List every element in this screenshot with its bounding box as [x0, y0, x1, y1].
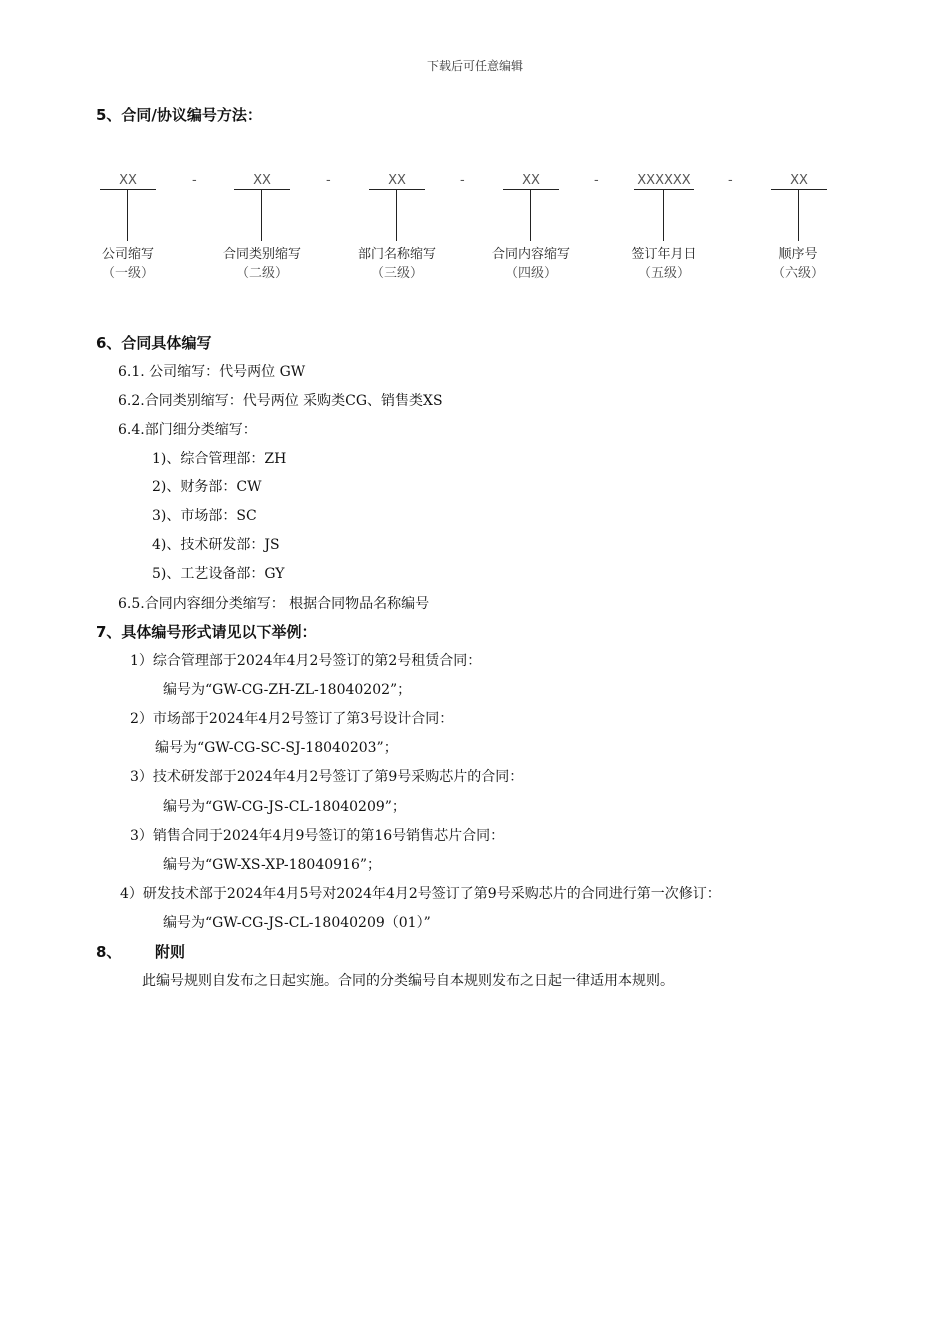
- segment-3-underline: [369, 189, 425, 190]
- section-6-line-3: 6.4.部门细分类缩写：: [118, 422, 257, 438]
- department-item-3: 3)、市场部：SC: [152, 508, 257, 524]
- example-3-number: 编号为“GW-CG-JS-CL-18040209”；: [163, 799, 406, 815]
- segment-2-code: XX: [253, 173, 271, 188]
- section-7-title: 7、具体编号形式请见以下举例：: [96, 623, 317, 641]
- section-8-number: 8、: [96, 943, 122, 961]
- section-8-title: 附则: [155, 943, 186, 961]
- segment-2-connector: [261, 189, 262, 241]
- example-2-number: 编号为“GW-CG-SC-SJ-18040203”；: [155, 740, 398, 756]
- example-4-number: 编号为“GW-XS-XP-18040916”；: [163, 857, 382, 873]
- example-3-description: 3）技术研发部于2024年4月2号签订了第9号采购芯片的合同：: [130, 769, 524, 785]
- segment-5-name: 签订年月日: [631, 247, 697, 262]
- section-6-title: 6、合同具体编写: [96, 334, 212, 352]
- segment-5-level: （五级）: [637, 266, 690, 281]
- header-note: 下载后可任意编辑: [426, 59, 523, 73]
- segment-1-name: 公司缩写: [101, 247, 154, 262]
- segment-3-name: 部门名称缩写: [357, 247, 436, 262]
- segment-6-connector: [798, 189, 799, 241]
- example-1-description: 1）综合管理部于2024年4月2号签订的第2号租赁合同：: [130, 653, 482, 669]
- example-5-description: 4）研发技术部于2024年4月5号对2024年4月2号签订了第9号采购芯片的合同进行第一次修订：: [120, 886, 721, 902]
- separator-5: -: [728, 173, 733, 188]
- segment-5-code: XXXXXX: [637, 173, 691, 188]
- segment-6-level: （六级）: [771, 266, 824, 281]
- department-item-1: 1)、综合管理部：ZH: [152, 451, 287, 467]
- example-4-description: 3）销售合同于2024年4月9号签订的第16号销售芯片合同：: [130, 828, 505, 844]
- segment-1-underline: [100, 189, 156, 190]
- section-6-line-4: 6.5.合同内容细分类缩写： 根据合同物品名称编号: [118, 596, 430, 612]
- segment-5-underline: [634, 189, 694, 190]
- section-6-line-1: 6.1. 公司缩写：代号两位 GW: [118, 364, 306, 380]
- segment-1-code: XX: [119, 173, 137, 188]
- segment-3-level: （三级）: [370, 266, 423, 281]
- segment-6-code: XX: [790, 173, 808, 188]
- segment-6-underline: [771, 189, 827, 190]
- segment-6-name: 顺序号: [778, 247, 818, 262]
- segment-1-connector: [127, 189, 128, 241]
- department-item-4: 4)、技术研发部：JS: [152, 537, 280, 553]
- example-5-number: 编号为“GW-CG-JS-CL-18040209（01）”: [163, 915, 431, 931]
- segment-4-code: XX: [522, 173, 540, 188]
- segment-4-underline: [503, 189, 559, 190]
- separator-4: -: [594, 173, 599, 188]
- separator-2: -: [326, 173, 331, 188]
- segment-2-name: 合同类别缩写: [222, 247, 301, 262]
- section-6-line-2: 6.2.合同类别缩写：代号两位 采购类CG、销售类XS: [118, 393, 443, 409]
- segment-2-level: （二级）: [235, 266, 288, 281]
- section-8-text: 此编号规则自发布之日起实施。合同的分类编号自本规则发布之日起一律适用本规则。: [142, 973, 674, 989]
- segment-2-underline: [234, 189, 290, 190]
- separator-1: -: [192, 173, 197, 188]
- segment-1-level: （一级）: [101, 266, 154, 281]
- segment-4-level: （四级）: [504, 266, 557, 281]
- example-2-description: 2）市场部于2024年4月2号签订了第3号设计合同：: [130, 711, 454, 727]
- example-1-number: 编号为“GW-CG-ZH-ZL-18040202”；: [163, 682, 412, 698]
- segment-3-code: XX: [388, 173, 406, 188]
- segment-5-connector: [663, 189, 664, 241]
- separator-3: -: [460, 173, 465, 188]
- section-5-title: 5、合同/协议编号方法：: [96, 106, 262, 124]
- segment-4-name: 合同内容缩写: [491, 247, 570, 262]
- department-item-2: 2)、财务部：CW: [152, 479, 262, 495]
- segment-3-connector: [396, 189, 397, 241]
- department-item-5: 5)、工艺设备部：GY: [152, 566, 285, 582]
- segment-4-connector: [530, 189, 531, 241]
